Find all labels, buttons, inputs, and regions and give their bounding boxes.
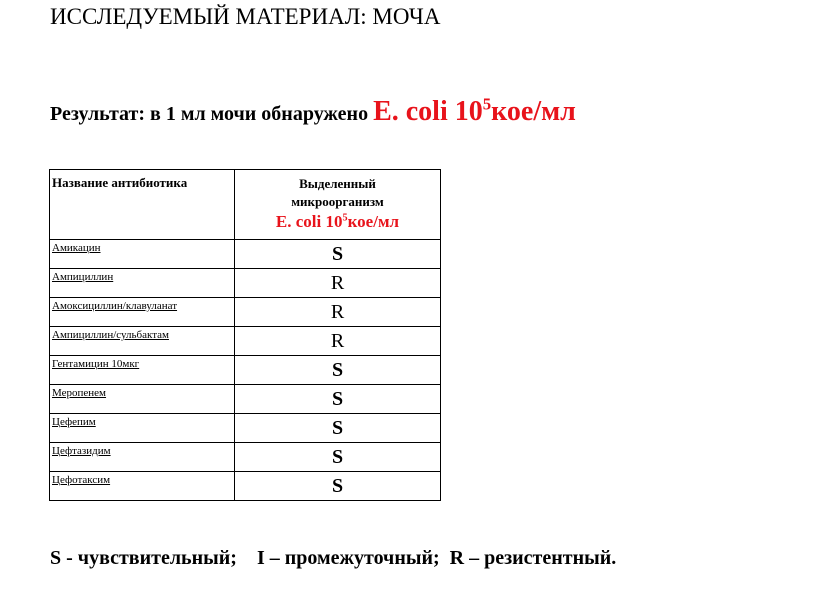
legend-line: S - чувствительный; I – промежуточный; R – резистентный. <box>50 547 617 569</box>
header-exponent: 5 <box>342 212 348 224</box>
result-unit: кое/мл <box>491 96 576 127</box>
antibiotic-name: Ампициллин <box>50 269 235 298</box>
table-row <box>50 327 441 356</box>
header-organism-name: E. coli 10 <box>275 212 343 231</box>
susceptibility-value: R <box>235 269 441 298</box>
result-exponent: 5 <box>482 94 492 114</box>
antibiotic-name: Амикацин <box>50 240 235 269</box>
susceptibility-value: S <box>235 472 441 501</box>
table-row <box>50 240 441 269</box>
susceptibility-value: S <box>235 385 441 414</box>
table-row <box>50 414 441 443</box>
table-row <box>50 385 441 414</box>
susceptibility-value: S <box>235 443 441 472</box>
antibiotic-name: Амоксициллин/клавуланат <box>50 298 235 327</box>
table-row <box>50 269 441 298</box>
susceptibility-value: R <box>235 327 441 356</box>
table-header-row <box>50 170 441 240</box>
susceptibility-value: S <box>235 356 441 385</box>
antibiotic-name: Цефотаксим <box>50 472 235 501</box>
result-organism <box>373 96 576 127</box>
susceptibility-value: R <box>235 298 441 327</box>
header-organism <box>235 213 440 231</box>
result-label: Результат: в 1 мл мочи обнаружено <box>50 103 374 125</box>
susceptibility-value: S <box>235 414 441 443</box>
header-col-line2: микроорганизм <box>291 194 384 209</box>
table-row <box>50 472 441 501</box>
header-unit: кое/мл <box>347 212 400 231</box>
result-line <box>50 96 576 128</box>
antibiotic-name: Меропенем <box>50 385 235 414</box>
material-heading: ИССЛЕДУЕМЫЙ МАТЕРИАЛ: МОЧА <box>50 4 441 29</box>
antibiotic-name: Ампициллин/сульбактам <box>50 327 235 356</box>
antibiotic-name: Цефтазидим <box>50 443 235 472</box>
table-row <box>50 356 441 385</box>
header-antibiotic-name: Название антибиотика <box>50 170 235 240</box>
susceptibility-value: S <box>235 240 441 269</box>
header-col-line1: Выделенный <box>299 176 376 191</box>
header-microorganism <box>235 170 441 240</box>
susceptibility-table <box>49 169 441 501</box>
antibiotic-name: Цефепим <box>50 414 235 443</box>
table-row <box>50 443 441 472</box>
result-organism-name: E. coli 10 <box>373 96 483 127</box>
antibiotic-name: Гентамицин 10мкг <box>50 356 235 385</box>
table-row <box>50 298 441 327</box>
